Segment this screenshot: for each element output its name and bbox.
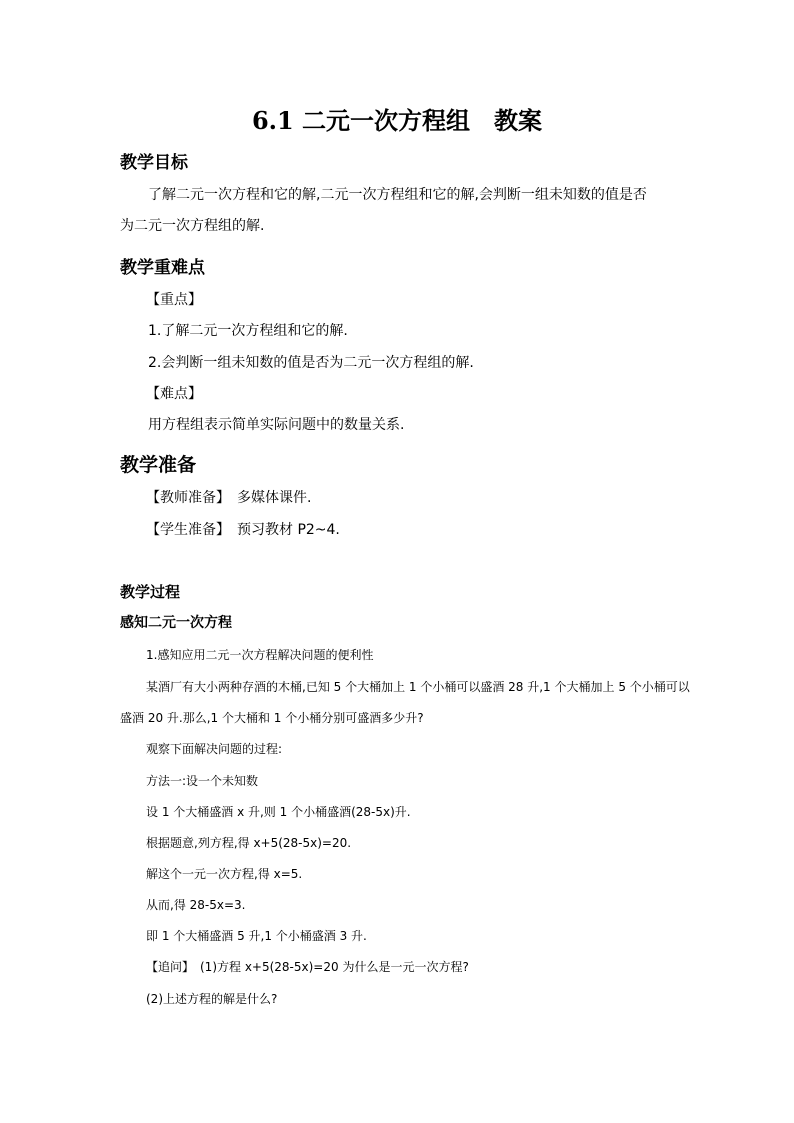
- process-line: 观察下面解决问题的过程:: [146, 742, 283, 756]
- student-preparation: 【学生准备】 预习教材 P2~4.: [146, 522, 340, 538]
- key-item-1: 1.了解二元一次方程组和它的解.: [148, 323, 348, 339]
- process-line: 某酒厂有大小两种存酒的木桶,已知 5 个大桶加上 1 个小桶可以盛酒 28 升,1 个大桶加上 5 个小桶可以: [146, 680, 690, 694]
- process-line: 1.感知应用二元一次方程解决问题的便利性: [146, 648, 374, 662]
- key-label: 【重点】: [146, 292, 202, 308]
- difficulty-text: 用方程组表示简单实际问题中的数量关系.: [148, 417, 405, 433]
- process-line: 方法一:设一个未知数: [146, 774, 259, 788]
- objectives-text-line1: 了解二元一次方程和它的解,二元一次方程组和它的解,会判断一组未知数的值是否: [148, 187, 647, 203]
- process-line: 从而,得 28-5x=3.: [146, 898, 246, 912]
- process-line: 解这个一元一次方程,得 x=5.: [146, 867, 303, 881]
- key-points-heading: 教学重难点: [120, 258, 205, 278]
- teacher-preparation: 【教师准备】 多媒体课件.: [146, 490, 312, 506]
- process-line: 根据题意,列方程,得 x+5(28-5x)=20.: [146, 836, 352, 850]
- process-line: 即 1 个大桶盛酒 5 升,1 个小桶盛酒 3 升.: [146, 929, 367, 943]
- objectives-text-line2: 为二元一次方程组的解.: [120, 218, 265, 234]
- key-item-2: 2.会判断一组未知数的值是否为二元一次方程组的解.: [148, 355, 474, 371]
- process-heading: 教学过程: [120, 583, 181, 601]
- process-line: 盛酒 20 升.那么,1 个大桶和 1 个小桶分别可盛酒多少升?: [120, 711, 424, 725]
- page-title: 6.1 二元一次方程组 教案: [251, 106, 543, 135]
- preparation-heading: 教学准备: [120, 454, 197, 476]
- process-line: 【追问】 (1)方程 x+5(28-5x)=20 为什么是一元一次方程?: [146, 960, 469, 974]
- process-line: (2)上述方程的解是什么?: [146, 992, 278, 1006]
- process-subheading: 感知二元一次方程: [120, 615, 232, 631]
- objectives-heading: 教学目标: [120, 153, 188, 173]
- process-line: 设 1 个大桶盛酒 x 升,则 1 个小桶盛酒(28-5x)升.: [146, 805, 411, 819]
- difficulty-label: 【难点】: [146, 386, 202, 402]
